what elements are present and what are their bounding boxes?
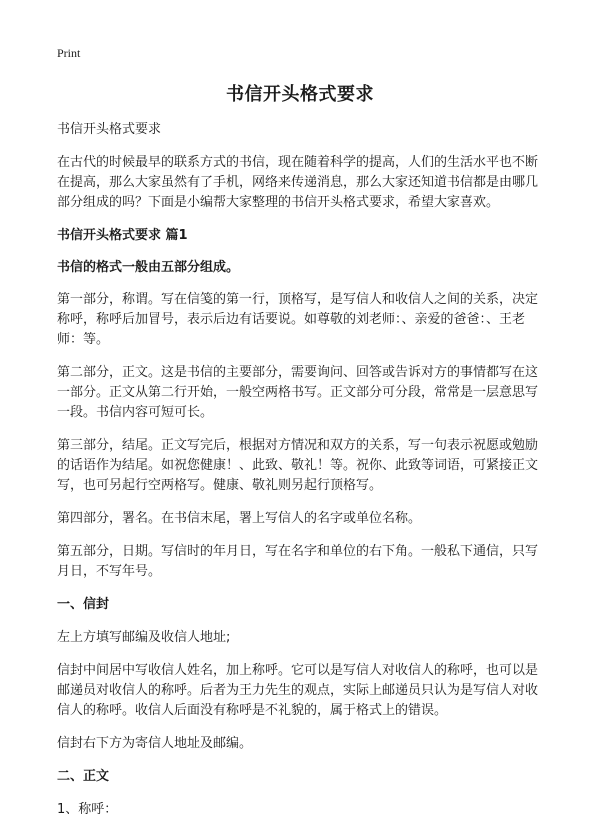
body-item-1: 1、称呼： xyxy=(57,802,118,817)
section-subheading: 书信的格式一般由五部分组成。 xyxy=(57,260,240,275)
paragraph-part3: 第三部分，结尾。正文写完后，根据对方情况和双方的关系，写一句表示祝愿或勉励的话语作为结尾。如祝您健康！、此致、敬礼！等。祝你、此致等词语，可紧接正文写，也可另起行空两格写。健康、敬礼则另起行顶格写。 xyxy=(57,438,539,493)
envelope-paragraph-2: 信封中间居中写收信人姓名，加上称呼。它可以是写信人对收信人的称呼，也可以是邮递员对收信人的称呼。后者为王力先生的观点，实际上邮递员只认为是写信人对收信人的称呼。收信人后面没有称呼是不礼貌的，属于格式上的错误。 xyxy=(57,663,539,718)
intro-paragraph: 在古代的时候最早的联系方式的书信，现在随着科学的提高，人们的生活水平也不断在提高，那么大家虽然有了手机，网络来传递消息，那么大家还知道书信都是由哪几部分组成的吗？下面是小编帮大家整理的书信开头格式要求，希望大家喜欢。 xyxy=(57,155,539,210)
document-subtitle: 书信开头格式要求 xyxy=(57,122,162,137)
paragraph-part1: 第一部分，称谓。写在信笺的第一行，顶格写，是写信人和收信人之间的关系，决定称呼，称呼后加冒号，表示后边有话要说。如尊敬的刘老师：、亲爱的爸爸：、王老师：等。 xyxy=(57,292,539,347)
document-title: 书信开头格式要求 xyxy=(226,84,374,105)
print-label: Print xyxy=(57,46,81,60)
body-heading: 二、正文 xyxy=(57,769,110,784)
paragraph-part5: 第五部分，日期。写信时的年月日，写在名字和单位的右下角。一般私下通信，只写月日，不写年号。 xyxy=(57,544,539,579)
envelope-paragraph-3: 信封右下方为寄信人地址及邮编。 xyxy=(57,736,253,751)
envelope-heading: 一、信封 xyxy=(57,597,110,612)
envelope-paragraph-1: 左上方填写邮编及收信人地址; xyxy=(57,630,231,645)
paragraph-part4: 第四部分，署名。在书信末尾，署上写信人的名字或单位名称。 xyxy=(57,511,422,526)
section-heading: 书信开头格式要求 篇1 xyxy=(57,228,188,243)
paragraph-part2: 第二部分，正文。这是书信的主要部分，需要询问、回答或告诉对方的事情都写在这一部分。正文从第二行开始，一般空两格书写。正文部分可分段，常常是一层意思写一段。书信内容可短可长。 xyxy=(57,365,539,420)
document-body xyxy=(57,120,547,833)
